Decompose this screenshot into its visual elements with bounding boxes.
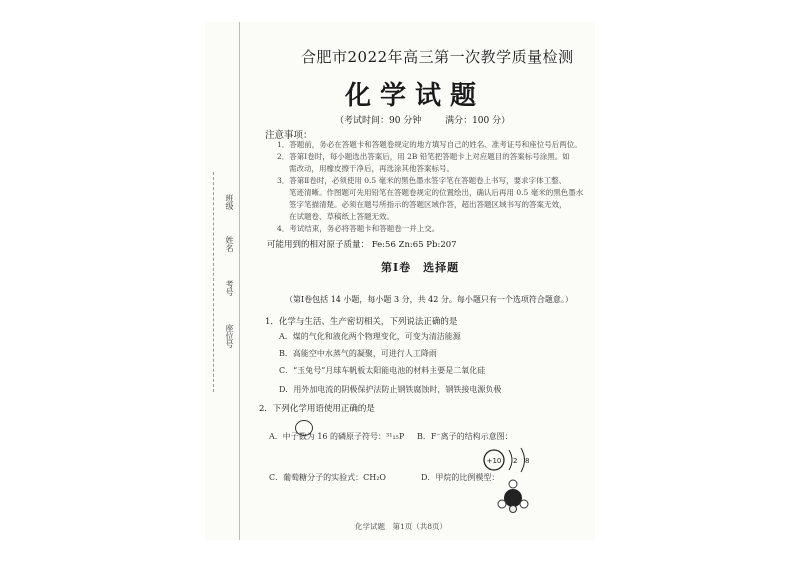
exam-time: （考试时间：90 分钟 (335, 116, 422, 126)
notice-item: 需改动，用橡皮擦干净后，再选涂其他答案标号。 (289, 164, 454, 173)
notice-item: 笔迹清晰。作图题可先用铅笔在答题卷规定的位置绘出，确认后再用 0.5 毫米的黑色墨水 (289, 188, 584, 197)
notice-item: 2．答第Ⅰ卷时，每小题选出答案后，用 2B 铅笔把答题卡上对应题目的答案标号涂黑。如 (277, 152, 570, 161)
full-score: 满分：100 分） (445, 116, 511, 126)
page-footer: 化学试题 第1页（共8页） (355, 522, 448, 531)
binding-label: 考号 (225, 280, 234, 296)
subject-title: 化学试题 (345, 81, 486, 111)
carbon-atom (504, 489, 522, 507)
binding-line (213, 172, 214, 392)
hydrogen-atom (520, 500, 528, 508)
question-option: B．高能空中水蒸气的凝聚，可进行人工降雨 (279, 349, 437, 358)
question-stem: 1．化学与生活、生产密切相关，下列说法正确的是 (265, 317, 458, 327)
question-option: B．F⁻离子的结构示意图： (417, 432, 513, 441)
exam-info (335, 113, 510, 126)
notice-item: 4．考试结束，务必将答题卡和答题卷一并上交。 (277, 224, 440, 233)
question-option: D．用外加电流的阴极保护法防止钢铁腐蚀时，钢铁接电源负极 (279, 385, 502, 394)
hydrogen-atom (498, 500, 506, 508)
binding-strip (205, 22, 240, 540)
shell-electrons: 8 (525, 457, 530, 465)
notice-heading: 注意事项： (265, 130, 313, 141)
binding-label: 座位号 (225, 324, 234, 348)
binding-label: 姓名 (225, 236, 234, 252)
shell-electrons: 2 (513, 457, 518, 465)
question-option: C．葡萄糖分子的实验式：CH₂O (269, 473, 386, 482)
question-option: A．煤的气化和液化两个物理变化，可变为清洁能源 (279, 332, 461, 341)
notice-item: 1．答题前，务必在答题卡和答题卷规定的地方填写自己的姓名、准考证号和座位号后两位。 (277, 140, 582, 149)
question-option: D．甲烷的比例模型： (421, 473, 500, 482)
hydrogen-atom (509, 480, 517, 488)
nucleus-charge: +10 (486, 457, 502, 465)
binding-label: 班级 (225, 194, 234, 210)
electron-shell-arc (509, 450, 512, 470)
question-option: C．“玉兔号”月球车帆板太阳能电池的材料主要是二氧化硅 (279, 366, 486, 375)
electron-shell-arc (521, 448, 525, 472)
exam-paper (205, 22, 595, 540)
notice-item: 签字笔描清楚。必须在题号所指示的答题区域作答，超出答题区域书写的答案无效， (289, 200, 567, 209)
question-stem: 2．下列化学用语使用正确的是 (259, 404, 375, 414)
section-title: 第Ⅰ卷 选择题 (381, 261, 460, 274)
atomic-masses: 可能用到的相对原子质量： Fe:56 Zn:65 Pb:207 (267, 240, 457, 250)
exam-title: 合肥市2022年高三第一次教学质量检测 (301, 48, 574, 66)
section-description: （第Ⅰ卷包括 14 小题，每小题 3 分，共 42 分。每小题只有一个选项符合题意。） (285, 295, 573, 304)
notice-item: 3．答第Ⅱ卷时，必须使用 0.5 毫米的黑色墨水签字笔在答题卷上书写，要求字体工整、 (277, 176, 567, 185)
question-option: A．中子数为 16 的磷原子符号：³¹₁₅P (269, 432, 405, 441)
hydrogen-atom (510, 506, 517, 513)
methane-model-icon (495, 478, 531, 514)
notice-item: 在试题卷、草稿纸上答题无效。 (289, 212, 394, 221)
